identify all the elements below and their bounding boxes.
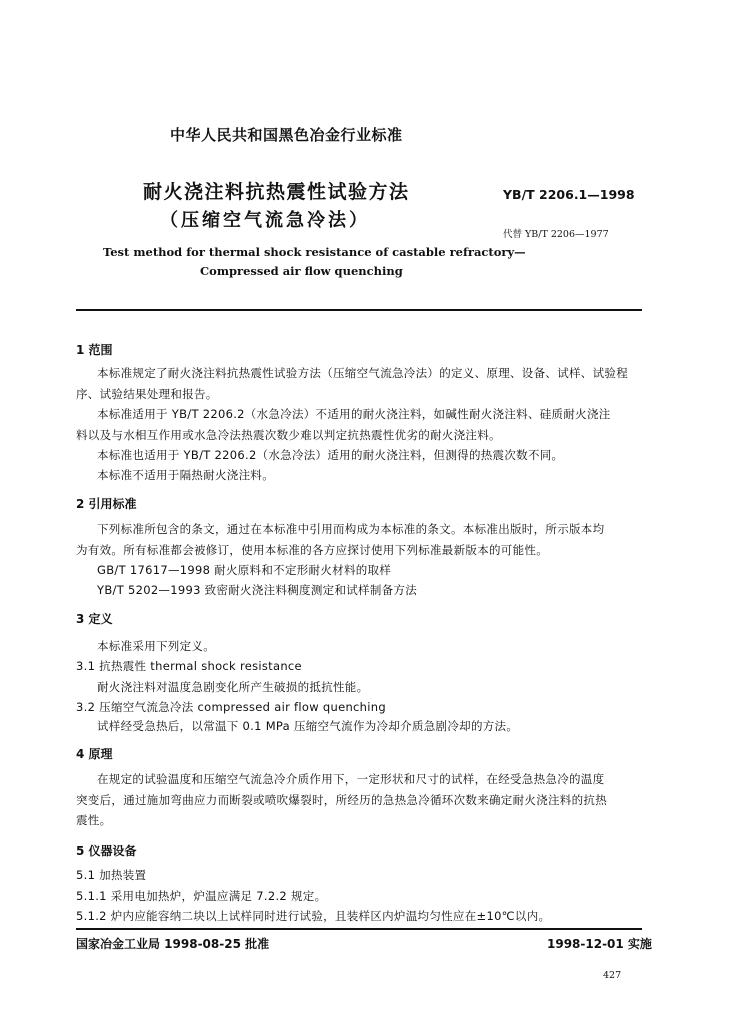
footer-divider [76, 928, 642, 930]
section-1-paragraph: 料以及与水相互作用或水急冷法热震次数少难以判定抗热震性优劣的耐火浇注料。 [76, 428, 501, 442]
section-1-paragraph: 本标准适用于 YB/T 2206.2（水急冷法）不适用的耐火浇注料，如碱性耐火浇注料、硅质耐火浇注 [97, 407, 611, 421]
subsection-item: 5.1 加热装置 [76, 868, 147, 882]
section-1-heading: 1 范围 [76, 343, 113, 357]
replaces-standard: 代替 YB/T 2206—1977 [503, 229, 609, 240]
definition-term: 3.1 抗热震性 thermal shock resistance [76, 659, 302, 673]
page-number: 427 [603, 970, 622, 981]
standard-number: YB/T 2206.1—1998 [503, 187, 635, 202]
section-2-paragraph: 为有效。所有标准都会被修订，使用本标准的各方应探讨使用下列标准最新版本的可能性。 [76, 543, 548, 557]
english-title-line2: Compressed air flow quenching [200, 264, 403, 278]
english-title-line1: Test method for thermal shock resistance of castable refractory— [103, 245, 526, 259]
definition-text: 耐火浇注料对温度急剧变化所产生破损的抵抗性能。 [97, 680, 369, 694]
document-subtitle: （压缩空气流急冷法） [160, 210, 370, 231]
section-3-heading: 3 定义 [76, 612, 113, 626]
section-2-heading: 2 引用标准 [76, 497, 137, 511]
approval-info: 国家冶金工业局 1998-08-25 批准 [76, 937, 270, 951]
section-5-heading: 5 仪器设备 [76, 844, 137, 858]
section-1-paragraph: 本标准规定了耐火浇注料抗热震性试验方法（压缩空气流急冷法）的定义、原理、设备、试样、试验程 [97, 366, 628, 380]
section-1-paragraph: 序、试验结果处理和报告。 [76, 387, 218, 401]
reference-standard: GB/T 17617—1998 耐火原料和不定形耐火材料的取样 [97, 563, 392, 577]
section-1-paragraph: 本标准也适用于 YB/T 2206.2（水急冷法）适用的耐火浇注料，但测得的热震次数不同。 [97, 448, 564, 462]
subsection-item: 5.1.1 采用电加热炉，炉温应满足 7.2.2 规定。 [76, 889, 327, 903]
definition-term: 3.2 压缩空气流急冷法 compressed air flow quenching [76, 700, 386, 714]
section-4-heading: 4 原理 [76, 747, 113, 761]
reference-standard: YB/T 5202—1993 致密耐火浇注料稠度测定和试样制备方法 [97, 583, 418, 597]
implementation-date: 1998-12-01 实施 [547, 937, 652, 951]
definition-text: 试样经受急热后，以常温下 0.1 MPa 压缩空气流作为冷却介质急剧冷却的方法。 [97, 719, 519, 733]
subsection-item: 5.1.2 炉内应能容纳二块以上试样同时进行试验，且装样区内炉温均匀性应在±10℃以内。 [76, 909, 551, 923]
section-2-paragraph: 下列标准所包含的条文，通过在本标准中引用而构成为本标准的条文。本标准出版时，所示版本均 [97, 522, 605, 536]
section-3-intro: 本标准采用下列定义。 [97, 639, 215, 653]
org-standard-title: 中华人民共和国黑色冶金行业标准 [170, 126, 403, 144]
section-4-paragraph: 突变后，通过施加弯曲应力而断裂或喷吹爆裂时，所经历的急热急冷循环次数来确定耐火浇注料的抗热 [76, 793, 607, 807]
document-title: 耐火浇注料抗热震性试验方法 [143, 181, 410, 203]
section-4-paragraph: 在规定的试验温度和压缩空气流急冷介质作用下，一定形状和尺寸的试样，在经受急热急冷的温度 [97, 772, 605, 786]
section-4-paragraph: 震性。 [76, 813, 112, 827]
section-1-paragraph: 本标准不适用于隔热耐火浇注料。 [97, 468, 274, 482]
header-divider [76, 309, 642, 311]
